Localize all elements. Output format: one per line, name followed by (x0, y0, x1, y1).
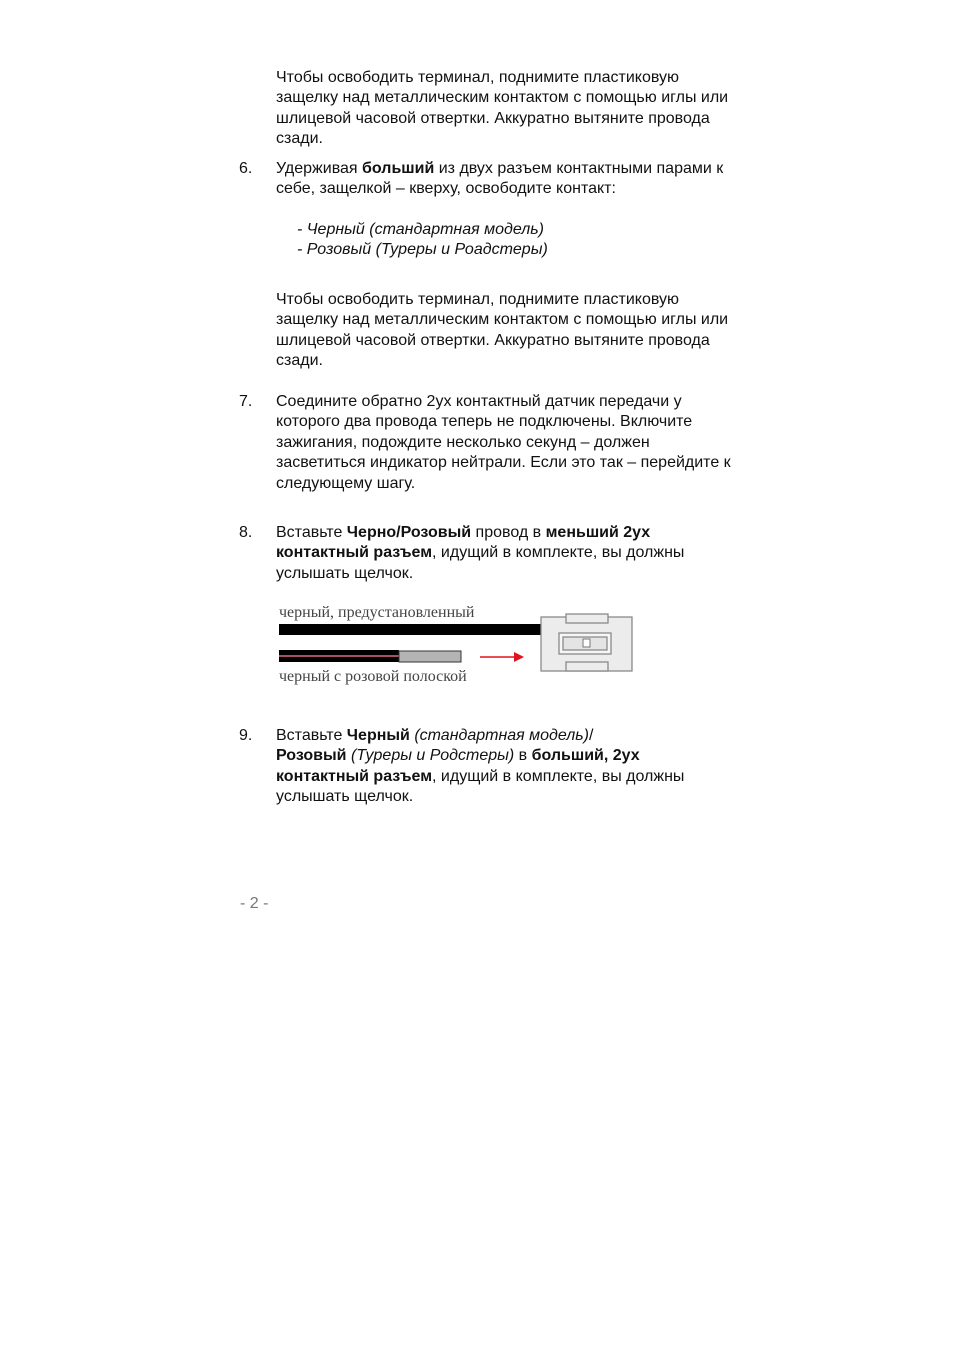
step-7-number: 7. (239, 393, 253, 410)
label-black-preinstalled: черный, предустановленный (279, 604, 475, 621)
step-8-text: Вставьте Черно/Розовый провод в меньший 2ух контактный разъем, идущий в комплекте, вы должны услышать щелчок. (276, 524, 685, 582)
arrow-head-icon (514, 652, 524, 662)
step-6-release-paragraph: Чтобы освободить терминал, поднимите пластиковую защелку над металлическим контактом с помощью иглы или шлицевой часовой отвертки. Аккуратно вытяните провода сзади. (276, 291, 729, 370)
step-6-text: Удерживая больший из двух разъем контактными парами к себе, защелкой – кверху, освободите контакт: (276, 160, 724, 198)
step-6-option-pink: - Розовый (Туреры и Роадстеры) (297, 241, 548, 258)
label-black-pink-stripe: черный с розовой полоской (279, 668, 467, 685)
connector-housing-icon (541, 614, 632, 671)
step-6-number: 6. (239, 160, 253, 177)
wire-diagram-svg (276, 600, 638, 690)
step-9-number: 9. (239, 727, 253, 744)
wire-terminal (399, 651, 461, 662)
wire-connector-diagram (276, 600, 638, 690)
step-7-text: Соедините обратно 2ух контактный датчик передачи у которого два провода теперь не подключены. Включите зажигания, подождите несколько секунд – должен засветиться индикатор нейтрали. Если это так – перейдите к следующему шагу. (276, 393, 731, 492)
intro-paragraph: Чтобы освободить терминал, поднимите пластиковую защелку над металлическим контактом с помощью иглы или шлицевой часовой отвертки. Аккуратно вытяните провода сзади. (276, 69, 729, 148)
step-9-text: Вставьте Черный (стандартная модель)/ Розовый (Туреры и Родстеры) в больший, 2ух контактный разъем, идущий в комплекте, вы должны услышать щелчок. (276, 727, 685, 806)
step-8-number: 8. (239, 524, 253, 541)
black-wire (279, 624, 541, 635)
page-number: - 2 - (240, 895, 269, 912)
step-6-option-black: - Черный (стандартная модель) (297, 221, 544, 238)
